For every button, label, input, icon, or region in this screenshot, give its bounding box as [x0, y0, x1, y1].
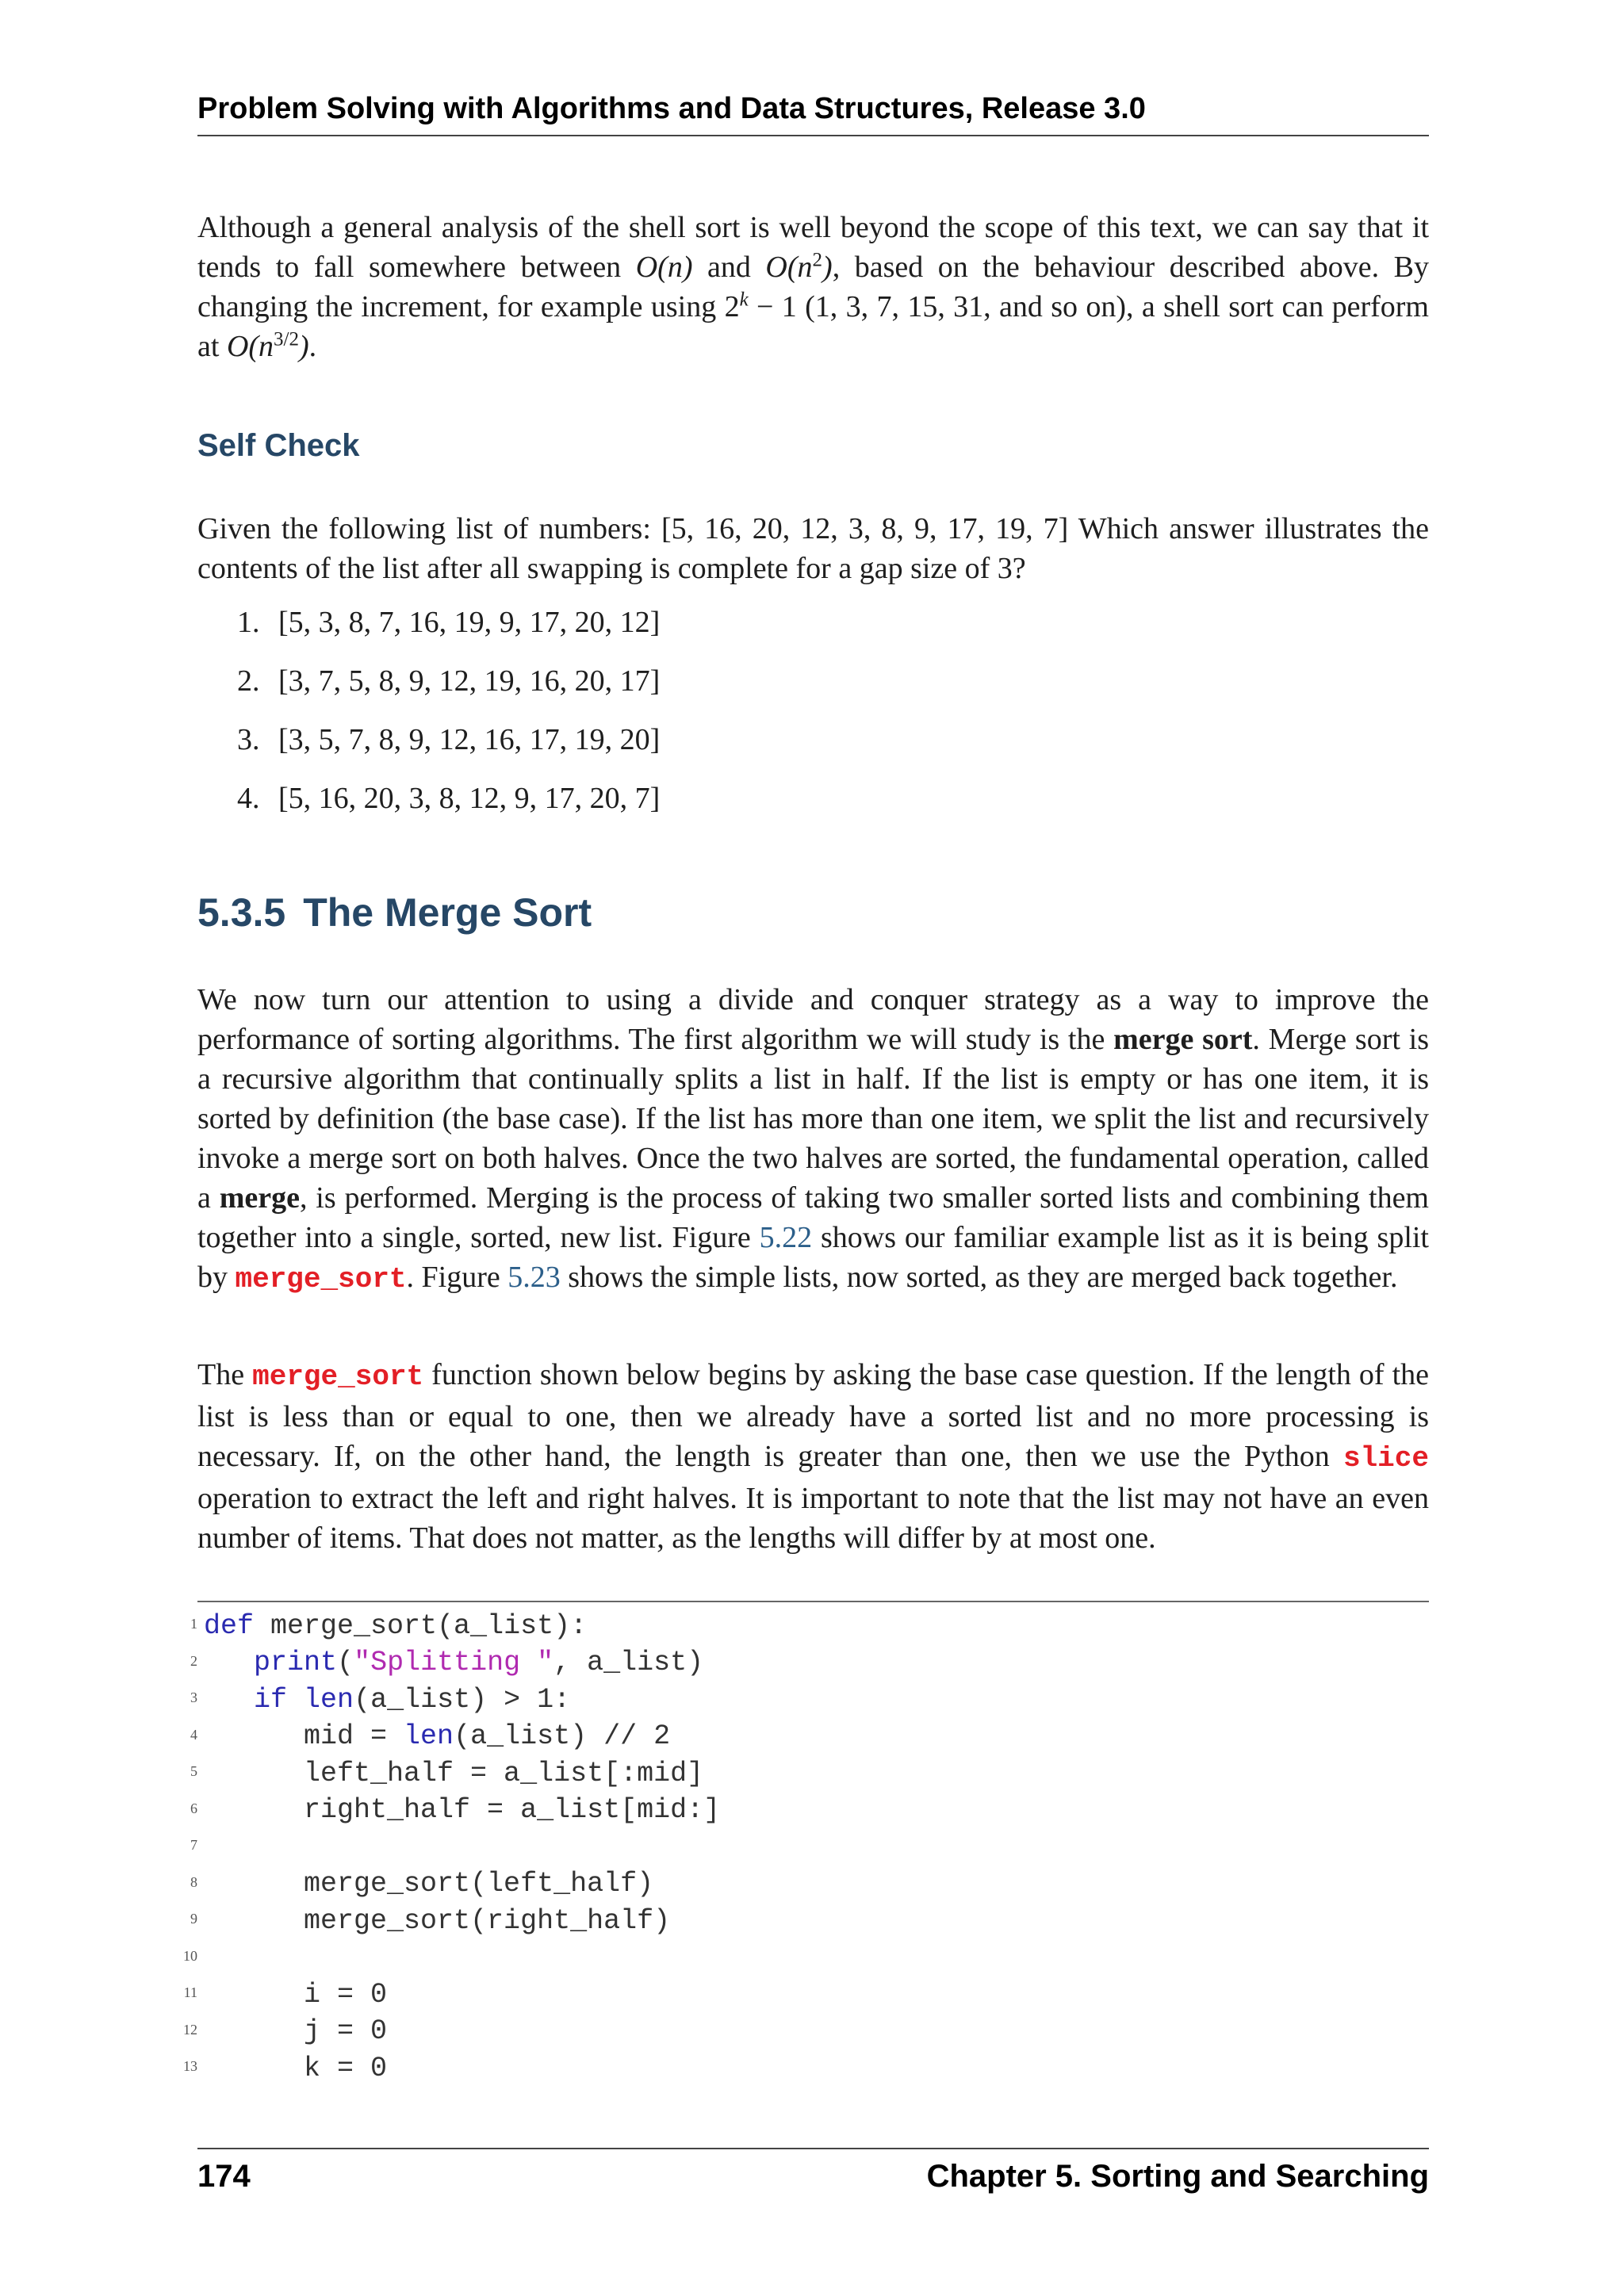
- code-source: if len(a_list) > 1:: [254, 1683, 571, 1716]
- line-number: 3: [190, 1689, 197, 1705]
- code-source: j = 0: [204, 2015, 388, 2047]
- page-number: 174: [197, 2159, 251, 2194]
- answer-option[interactable]: 1. [5, 3, 8, 7, 16, 19, 9, 17, 20, 12]: [237, 606, 661, 639]
- chapter-title: Chapter 5. Sorting and Searching: [926, 2159, 1429, 2194]
- line-number: 10: [183, 1947, 197, 1964]
- running-header: Problem Solving with Algorithms and Data Structures, Release 3.0: [197, 92, 1146, 125]
- code-line: [166, 1976, 1429, 2013]
- code-line: [166, 1607, 1429, 1644]
- code-source: i = 0: [204, 1978, 388, 2011]
- code-source: merge_sort(left_half): [204, 1868, 654, 1900]
- inline-code-merge-sort: merge_sort: [252, 1360, 424, 1393]
- answer-option[interactable]: 2. [3, 7, 5, 8, 9, 12, 19, 16, 20, 17]: [237, 664, 661, 698]
- code-line: [166, 1792, 1429, 1829]
- line-number: 1: [190, 1616, 197, 1632]
- section-title: The Merge Sort: [303, 890, 592, 935]
- code-line: [166, 1866, 1429, 1903]
- section-heading: [197, 890, 592, 936]
- merge-sort-intro-paragraph: We now turn our attention to using a divide and conquer strategy as a way to improve the performance of sorting algorithms. The first algorithm we will study is the merge sort. Merge sort is a recursive algorithm that continually splits a list in half. If the list is empty or has one item, it is sorted by definition (the base case). If the list has more than one item, we split the list and recursively invoke a merge sort on both halves. Once the two halves are sorted, the fundamental operation, called a merge, is performed. Merging is the process of taking two smaller sorted lists and combining them together into a single, sorted, new list. Figure 5.22 shows our familiar example list as it is being split by merge_sort. Figure 5.23 shows the simple lists, now sorted, as they are merged back together.: [197, 983, 1429, 1295]
- code-source: right_half = a_list[mid:]: [204, 1794, 721, 1826]
- answer-option[interactable]: 3. [3, 5, 7, 8, 9, 12, 16, 17, 19, 20]: [237, 723, 661, 756]
- answer-option[interactable]: 4. [5, 16, 20, 3, 8, 12, 9, 17, 20, 7]: [237, 782, 661, 815]
- line-number: 7: [190, 1837, 197, 1853]
- code-line: [166, 1718, 1429, 1755]
- code-source: def merge_sort(a_list):: [204, 1609, 588, 1642]
- self-check-heading: Self Check: [197, 428, 360, 463]
- line-number: 2: [190, 1652, 197, 1669]
- code-source: left_half = a_list[:mid]: [204, 1757, 704, 1789]
- inline-code-slice: slice: [1342, 1442, 1429, 1475]
- code-line: [166, 1939, 1429, 1976]
- inline-code-merge-sort: merge_sort: [235, 1263, 407, 1295]
- line-number: 5: [190, 1763, 197, 1779]
- code-listing: [166, 1607, 1429, 2087]
- code-line: [166, 2013, 1429, 2050]
- line-number: 6: [190, 1800, 197, 1816]
- code-block-rule: [197, 1601, 1429, 1602]
- code-line: [166, 1828, 1429, 1866]
- line-number: 8: [190, 1873, 197, 1890]
- figure-link-5-22[interactable]: 5.22: [759, 1221, 813, 1254]
- line-number: 11: [183, 1984, 197, 2000]
- code-line: [166, 1755, 1429, 1792]
- section-number: 5.3.5: [197, 890, 286, 935]
- code-source: mid = len(a_list) // 2: [204, 1720, 671, 1752]
- line-number: 9: [190, 1911, 197, 1927]
- code-line: [166, 1902, 1429, 1939]
- figure-link-5-23[interactable]: 5.23: [508, 1261, 561, 1294]
- code-source: print("Splitting ", a_list): [254, 1647, 704, 1678]
- self-check-question: Given the following list of numbers: [5, 16, 20, 12, 3, 8, 9, 17, 19, 7] Which answer illustrates the contents of the list after all swapping is complete for a gap size of 3?: [197, 512, 1429, 585]
- code-line: [166, 1644, 1429, 1682]
- footer-rule: [197, 2148, 1429, 2149]
- code-line: [166, 2049, 1429, 2087]
- merge-sort-function-paragraph: The merge_sort function shown below begins by asking the base case question. If the length of the list is less than or equal to one, then we already have a sorted list and no more processing is necessary. If, on the other hand, the length is greater than one, then we use the Python slice operation to extract the left and right halves. It is important to note that the list may not have an even number of items. That does not matter, as the lengths will differ by at most one.: [197, 1358, 1429, 1555]
- math-o-n: O(n): [635, 251, 693, 284]
- answer-list: [237, 603, 951, 837]
- line-number: 12: [183, 2021, 197, 2038]
- code-line: [166, 1681, 1429, 1718]
- line-number: 4: [190, 1726, 197, 1743]
- header-rule: [197, 135, 1429, 136]
- code-source: merge_sort(right_half): [204, 1904, 671, 1937]
- document-page: [183, 0, 1429, 2296]
- intro-paragraph: Although a general analysis of the shell sort is well beyond the scope of this text, we can say that it tends to fall somewhere between O(n) and $O(n^2)$, based on the behaviour described above. By changing the increment, for example using $2^k - 1$ (1, 3, 7, 15, 31, and so on), a shell sort can perform at $O(n^{3/2})$.: [197, 211, 1429, 363]
- line-number: 13: [183, 2058, 197, 2074]
- code-source: k = 0: [204, 2052, 388, 2084]
